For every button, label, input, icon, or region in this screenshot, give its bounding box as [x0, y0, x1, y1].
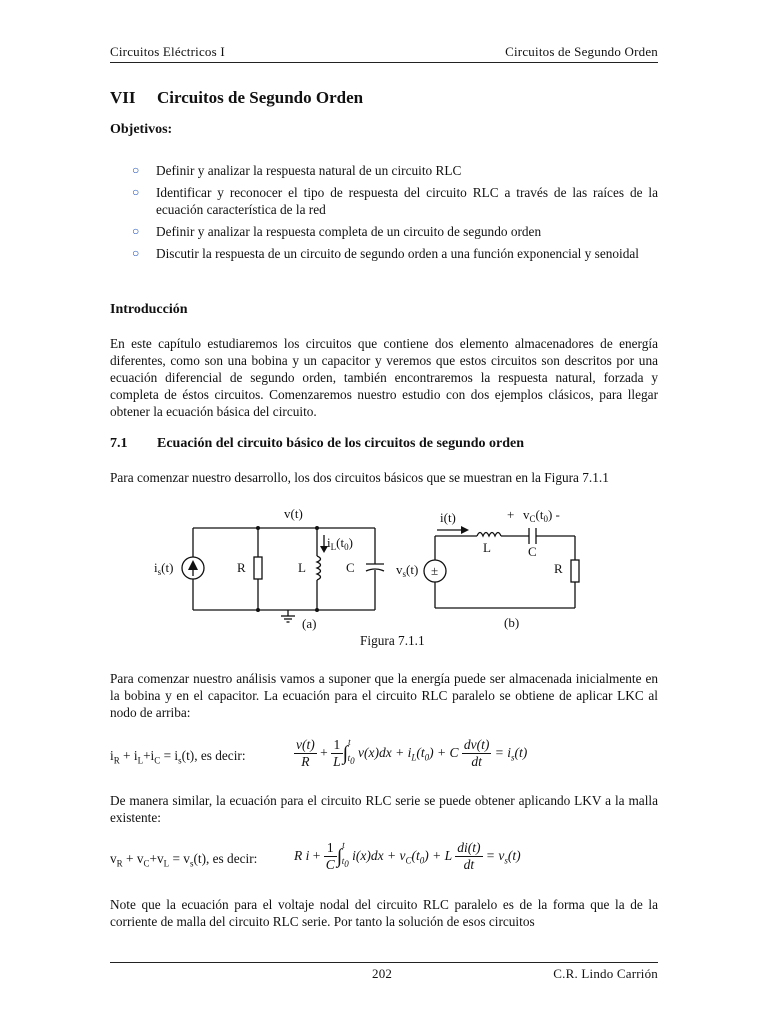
- intro-heading: Introducción: [110, 302, 188, 317]
- footer-rule: [110, 962, 658, 963]
- node-dot: [256, 608, 260, 612]
- objective-item: ○ Identificar y reconocer el tipo de respuesta del circuito RLC a través de las raíces de la ecuación característica de la red: [132, 185, 658, 217]
- label-r-a: R: [237, 560, 246, 575]
- bullet-icon: ○: [132, 246, 140, 260]
- intro-paragraph: En este capítulo estudiaremos los circuitos que contiene dos elemento almacenadores de energía diferentes, como son una bobina y un capacitor y veremos que estos circuitos son descritos por una ecuación diferencial de segundo orden, también encontraremos la respuesta natural, forzada y completa de éstos circuitos. Comenzaremos nuestro estudio con dos ejemplos clásicos, para llegar obtener la ecuación básica del circuito.: [110, 336, 658, 419]
- page-number: 202: [372, 966, 393, 981]
- label-l-b: L: [483, 540, 491, 555]
- section-paragraph-2: Para comenzar nuestro análisis vamos a suponer que la energía puede ser almacenada inicialmente en la bobina y en el capacitor. La ecuación para el circuito RLC paralelo se obtiene de aplicar LKC al nodo de arriba:: [110, 671, 658, 720]
- label-vc: $v_C(t_0)$ -: [523, 507, 560, 524]
- equation-2-label: $v_R + v_C+v_L = v_s(t)$, es decir:: [110, 851, 258, 869]
- figure-circuits: [140, 500, 610, 645]
- label-a: (a): [302, 616, 317, 631]
- inductor-b: [477, 533, 501, 537]
- section-paragraph-1: Para comenzar nuestro desarrollo, los dos circuitos básicos que se muestran en la Figura 7.1.1: [110, 470, 609, 485]
- bullet-icon: ○: [132, 185, 140, 199]
- label-b: (b): [504, 615, 520, 630]
- objective-item: ○ Discutir la respuesta de un circuito de segundo orden a una función exponencial y senoidal: [132, 246, 639, 261]
- figure-caption: Figura 7.1.1: [360, 633, 425, 648]
- label-c-b: C: [528, 544, 537, 559]
- label-l-a: L: [298, 560, 306, 575]
- section-title: Ecuación del circuito básico de los circuitos de segundo orden: [157, 436, 524, 451]
- label-i: i(t): [440, 510, 456, 525]
- arrow-right-icon: [461, 526, 469, 534]
- label-c-a: C: [346, 560, 355, 575]
- header-rule: [110, 62, 658, 63]
- source-sign: ±: [431, 563, 439, 578]
- resistor-a: [254, 557, 262, 579]
- chapter-number: VII: [110, 88, 136, 107]
- label-r-b: R: [554, 561, 563, 576]
- node-dot: [315, 608, 319, 612]
- resistor-b: [571, 560, 579, 582]
- objectives-heading: Objetivos:: [110, 122, 173, 137]
- footer-author: C.R. Lindo Carrión: [553, 966, 658, 981]
- section-paragraph-4: Note que la ecuación para el voltaje nodal del circuito RLC paralelo es de la forma que la de la corriente de malla del circuito RLC serie. Por tanto la solución de esos circuitos: [110, 897, 658, 929]
- objective-item: ○ Definir y analizar la respuesta completa de un circuito de segundo orden: [132, 224, 542, 239]
- objective-item: ○ Definir y analizar la respuesta natural de un circuito RLC: [132, 163, 462, 178]
- inductor-a: [317, 556, 321, 580]
- equation-2: R i + $\frac{1}{C}$ ∫$^t_{t_0}$ $i(x)dx + v_C(t_0) + L$ $\frac{di(t)}{dt}$ = $v_s(t)$: [294, 840, 521, 873]
- section-number: 7.1: [110, 436, 128, 451]
- node-dot: [256, 526, 260, 530]
- header-left: Circuitos Eléctricos I: [110, 44, 225, 59]
- arrow-up-icon: [188, 560, 198, 570]
- chapter-title: Circuitos de Segundo Orden: [157, 88, 364, 107]
- header-right: Circuitos de Segundo Orden: [505, 44, 658, 59]
- equation-1: $\frac{v(t)}{R}$ + $\frac{1}{L}$ ∫$^t_{t_0}$ $v(x)dx + i_L(t_0) + C$ $\frac{dv(t)}{dt}$ = $i_s(t)$: [296, 737, 528, 770]
- label-vs: $v_s(t)$: [396, 562, 419, 579]
- bullet-icon: ○: [132, 163, 140, 177]
- section-paragraph-3: De manera similar, la ecuación para el circuito RLC serie se puede obtener aplicando LKV a la malla existente:: [110, 793, 658, 825]
- label-is: $i_s(t)$: [154, 560, 174, 577]
- label-v: v(t): [284, 506, 303, 521]
- node-dot: [315, 526, 319, 530]
- bullet-icon: ○: [132, 224, 140, 238]
- equation-1-label: $i_R + i_L+i_C = i_s(t)$, es decir:: [110, 748, 246, 766]
- label-plus: +: [507, 507, 515, 522]
- label-il: $i_L(t_0)$: [327, 535, 353, 552]
